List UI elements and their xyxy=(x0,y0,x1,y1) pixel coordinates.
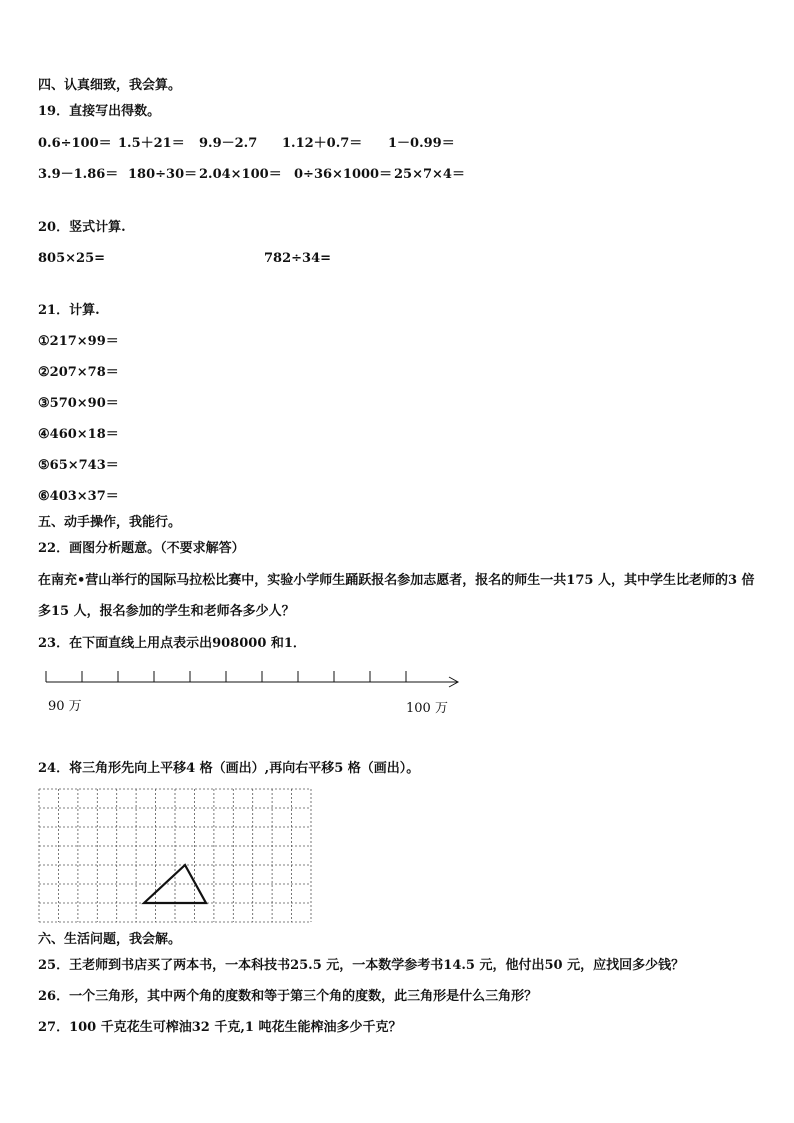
q19-r2-c3: 2.04×100＝ xyxy=(199,167,282,182)
q21-title: 21．计算. xyxy=(38,303,100,318)
q23-title: 23．在下面直线上用点表示出908000 和1． xyxy=(38,636,306,651)
q19-r2-c5: 25×7×4＝ xyxy=(394,167,465,182)
q27-text: 27．100 千克花生可榨油32 千克,1 吨花生能榨油多少千克？ xyxy=(38,1020,402,1035)
section6-title: 六、生活问题，我会解。 xyxy=(38,932,182,947)
q24-title: 24．将三角形先向上平移4 格（画出）,再向右平移5 格（画出）。 xyxy=(38,761,420,776)
q19-title: 19．直接写出得数。 xyxy=(38,104,161,119)
grid-figure xyxy=(38,788,314,926)
q22-title: 22．画图分析题意。（不要求解答） xyxy=(38,541,245,556)
q19-r2-c1: 3.9－1.86＝ xyxy=(38,167,119,182)
q20-item-1: 805×25= xyxy=(38,251,106,266)
q21-item-4: ④460×18＝ xyxy=(38,427,119,442)
q25-text: 25．王老师到书店买了两本书，一本科技书25.5 元，一本数学参考书14.5 元，他付出50 元，应找回多少钱？ xyxy=(38,958,685,973)
q22-text: 在南充•营山举行的国际马拉松比赛中，实验小学师生踊跃报名参加志愿者，报名的师生一共175 人，其中学生比老师的3 倍多15 人，报名参加的学生和老师各多少人？ xyxy=(38,573,755,619)
q19-r1-c4: 1.12＋0.7＝ xyxy=(282,136,363,151)
q19-r1-c5: 1－0.99＝ xyxy=(388,136,455,151)
q20-item-2: 782÷34= xyxy=(264,251,332,266)
q21-item-5: ⑤65×743＝ xyxy=(38,458,119,473)
number-line-ticks xyxy=(46,671,406,682)
q19-r1-c1: 0.6÷100＝ xyxy=(38,136,112,151)
q21-item-2: ②207×78＝ xyxy=(38,365,119,380)
section5-title: 五、动手操作，我能行。 xyxy=(38,515,182,530)
q26-text: 26．一个三角形，其中两个角的度数和等于第三个角的度数，此三角形是什么三角形？ xyxy=(38,989,538,1004)
q21-item-3: ③570×90＝ xyxy=(38,396,119,411)
q21-item-1: ①217×99＝ xyxy=(38,334,119,349)
q19-r1-c3: 9.9－2.7 xyxy=(199,136,258,151)
q21-item-6: ⑥403×37＝ xyxy=(38,489,119,504)
q19-r2-c4: 0÷36×1000＝ xyxy=(294,167,393,182)
section4-title: 四、认真细致，我会算。 xyxy=(38,78,182,93)
number-line-right-label: 100 万 xyxy=(406,701,448,716)
q20-title: 20．竖式计算. xyxy=(38,220,126,235)
q19-r2-c2: 180÷30＝ xyxy=(128,167,198,182)
q19-r1-c2: 1.5＋21＝ xyxy=(118,136,185,151)
number-line-left-label: 90 万 xyxy=(48,699,82,714)
number-line xyxy=(40,668,464,692)
